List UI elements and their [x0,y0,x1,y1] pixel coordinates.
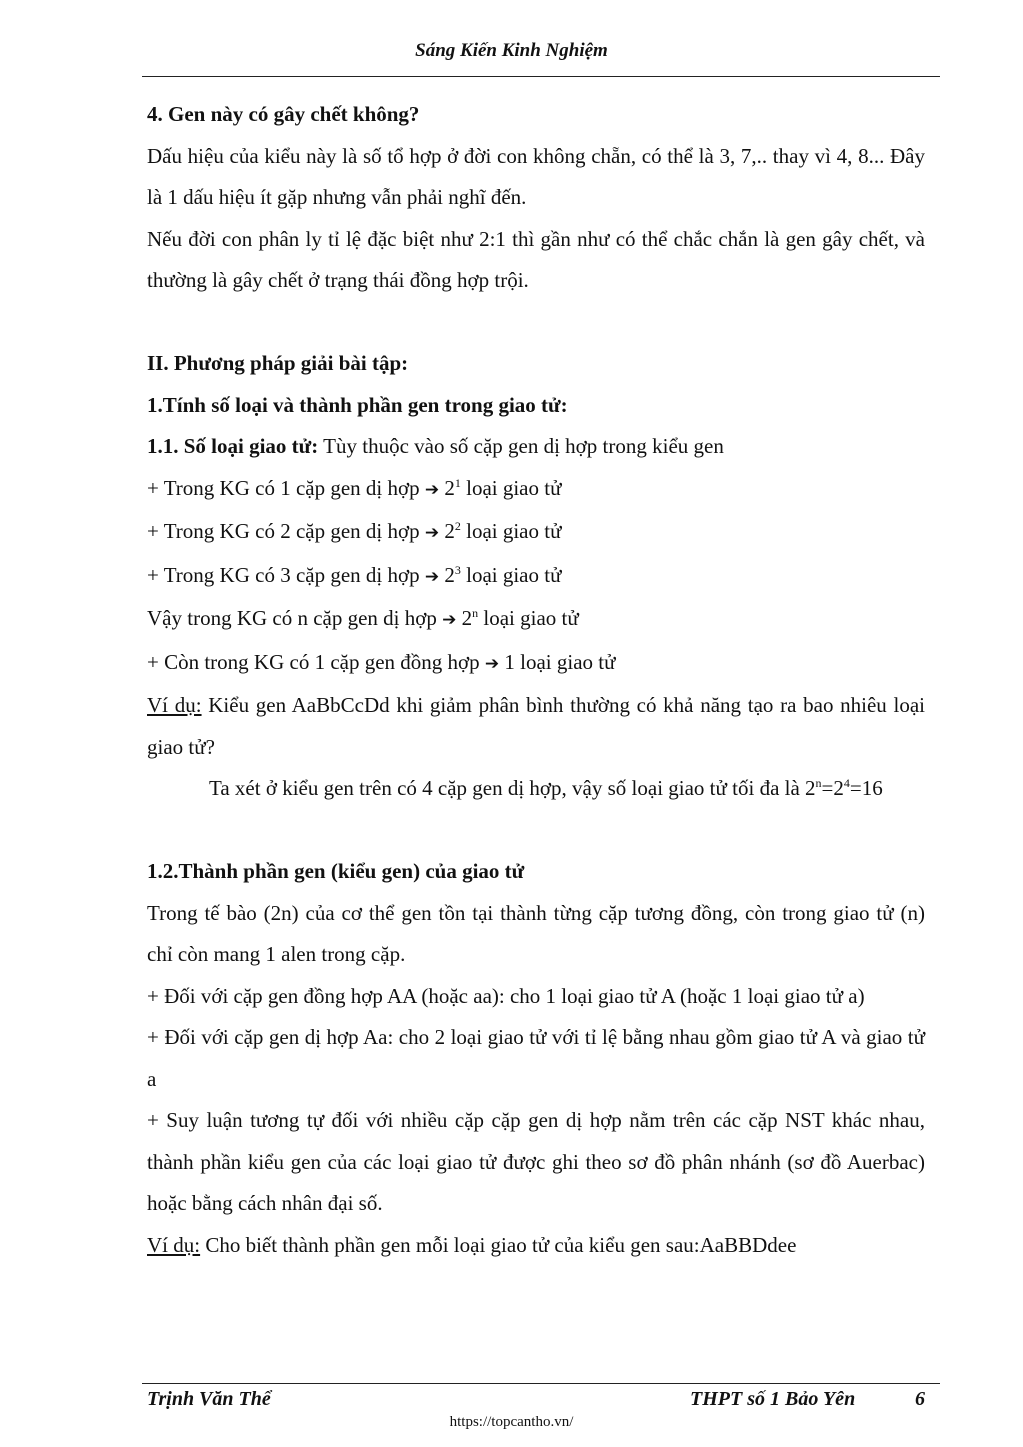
rule-text: + Trong KG có 1 cặp gen dị hợp [147,475,425,500]
formula-exponent-n: n [815,776,822,790]
footer-author: Trịnh Văn Thể [147,1388,271,1410]
power-exponent: 1 [454,475,461,490]
subsection-1-2-paragraph-1: Trong tế bào (2n) của cơ thể gen tồn tại thành từng cặp tương đồng, còn trong giao tử (n) chỉ còn mang 1 alen trong cặp. [147,900,925,966]
subsection-1-2-heading: 1.2.Thành phần gen (kiểu gen) của giao tử [147,859,525,883]
section-4-heading: 4. Gen này có gây chết không? [147,102,420,126]
right-arrow-icon: ➔ [424,523,440,543]
rule-result: 1 loại giao tử [499,649,616,674]
example-1-answer [147,768,925,810]
subsection-1-1-line [147,426,925,468]
rule-result: loại giao tử [460,475,562,500]
right-arrow-icon: ➔ [424,479,440,500]
document-body [147,94,925,1266]
footer-divider [142,1383,940,1384]
example-2-label: Ví dụ: [147,1232,201,1257]
gamete-rule-3 [147,555,925,599]
footer-url: https://topcantho.vn/ [449,1414,574,1430]
section-ii-heading: II. Phương pháp giải bài tập: [147,351,409,375]
subsection-1-1-text: Tùy thuộc vào số cặp gen dị hợp trong kiểu gen [318,434,724,458]
formula-result: =16 [849,776,883,800]
footer-school: THPT số 1 Bảo Yên [690,1388,856,1410]
power-base: 2 [444,475,455,500]
section-4-paragraph-1: Dấu hiệu của kiểu này là số tổ hợp ở đời con không chẵn, có thể là 3, 7,.. thay vì 4, 8... Đây là 1 dấu hiệu ít gặp nhưng vẫn phải nghĩ đến. [147,143,925,209]
header-divider [142,76,940,77]
subsection-1-1-label: 1.1. Số loại giao tử: [147,434,319,458]
gamete-rule-1 [147,468,925,512]
subsection-1-2-paragraph-2: + Đối với cặp gen đồng hợp AA (hoặc aa): cho 1 loại giao tử A (hoặc 1 loại giao tử a) [147,983,865,1008]
rule-result: loại giao tử [460,562,562,587]
rule-result: loại giao tử [478,606,579,630]
rule-text: Vậy trong KG có n cặp gen dị hợp [147,606,443,630]
power-base: 2 [444,562,455,587]
right-arrow-icon: ➔ [484,653,500,674]
example-1-text: Kiểu gen AaBbCcDd khi giảm phân bình thường có khả năng tạo ra bao nhiêu loại giao tử? [147,693,925,759]
right-arrow-icon: ➔ [442,610,457,630]
power-exponent: 3 [454,562,461,577]
example-1-answer-text: Ta xét ở kiểu gen trên có 4 cặp gen dị hợp, vậy số loại giao tử tối đa là [209,776,806,800]
gamete-rule-homozygous [147,642,925,686]
example-1-label: Ví dụ: [147,693,202,717]
subsection-1-2-paragraph-4: + Suy luận tương tự đối với nhiều cặp cặp gen dị hợp nằm trên các cặp NST khác nhau, thành phần kiểu gen của các loại giao tử được ghi theo sơ đồ phân nhánh (sơ đồ Auerbac) hoặc bằng cách nhân đại số. [147,1108,925,1215]
rule-result: loại giao tử [460,519,562,543]
power-exponent: n [472,606,479,620]
section-4-paragraph-2: Nếu đời con phân ly tỉ lệ đặc biệt như 2:1 thì gần như có thể chắc chắn là gen gây chết, và thường là gây chết ở trạng thái đồng hợp trội. [147,226,925,292]
formula-mid: =2 [821,776,844,800]
gamete-rule-general [147,598,925,642]
page-number: 6 [915,1388,925,1410]
gamete-rule-2 [147,511,925,555]
rule-text: + Trong KG có 2 cặp gen dị hợp [147,519,425,543]
power-base: 2 [444,519,455,543]
spacer [147,810,925,852]
example-1 [147,685,925,768]
page-header-title: Sáng Kiến Kinh Nghiệm [415,40,608,61]
power-exponent: 2 [454,519,461,533]
power-base: 2 [461,606,473,630]
example-2 [147,1225,925,1267]
example-2-text: Cho biết thành phần gen mỗi loại giao tử của kiểu gen sau:AaBBDdee [200,1232,797,1257]
rule-text: + Trong KG có 3 cặp gen dị hợp [147,562,425,587]
subsection-1-2-paragraph-3: + Đối với cặp gen dị hợp Aa: cho 2 loại giao tử với tỉ lệ bằng nhau gồm giao tử A và giao tử a [147,1025,925,1091]
subsection-1-heading: 1.Tính số loại và thành phần gen trong giao tử: [147,392,568,417]
formula-base: 2 [805,776,816,800]
spacer [147,302,925,344]
rule-text: + Còn trong KG có 1 cặp gen đồng hợp [147,649,485,674]
right-arrow-icon: ➔ [424,566,440,587]
formula-exponent-4: 4 [843,776,850,790]
